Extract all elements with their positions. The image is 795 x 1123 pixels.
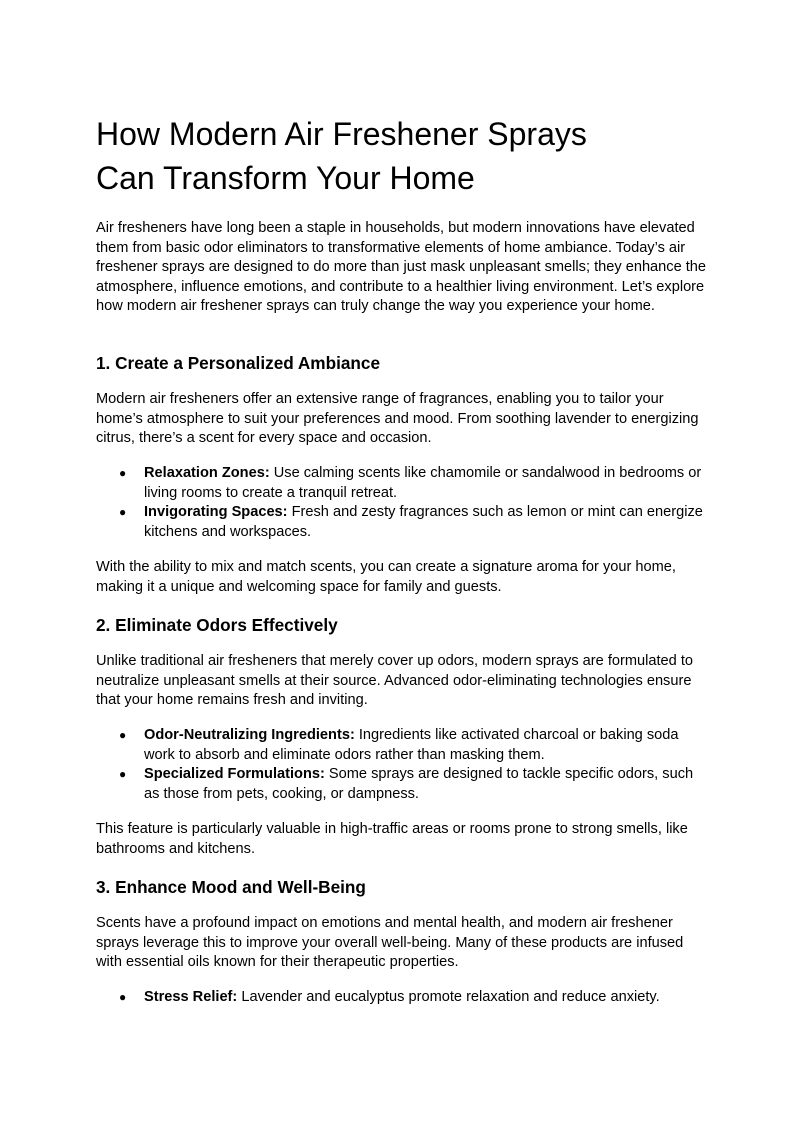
bullet-term: Invigorating Spaces:: [144, 504, 288, 521]
bullet-term: Specialized Formulations:: [144, 766, 325, 783]
section-1-paragraph: Modern air fresheners offer an extensive range of fragrances, enabling you to tailor your home’s atmosphere to suit your preferences and mood. From soothing lavender to energizing citrus, there’s a scent for every space and occasion.: [96, 391, 699, 447]
section-3-paragraph: Scents have a profound impact on emotions and mental health, and modern air freshener sprays leverage this to improve your overall well-being. Many of these products are infused with essential oils known for their therapeutic properties.: [96, 915, 684, 971]
bullet-dot-icon: ●: [119, 728, 127, 742]
section-2-paragraph: Unlike traditional air fresheners that merely cover up odors, modern sprays are formulated to neutralize unpleasant smells at their source. Advanced odor-eliminating technologies ensure that your home remains fresh and inviting.: [96, 653, 693, 709]
list-item: [96, 726, 708, 765]
section-2-closing: This feature is particularly valuable in high-traffic areas or rooms prone to strong smells, like bathrooms and kitchens.: [96, 821, 688, 857]
intro-paragraph: Air fresheners have long been a staple in households, but modern innovations have elevated them from basic odor eliminators to transformative elements of home ambiance. Today’s air freshener sprays are designed to do more than just mask unpleasant smells; they enhance the atmosphere, influence emotions, and contribute to a healthier living environment. Let’s explore how modern air freshener sprays can truly change the way you experience your home.: [96, 220, 707, 315]
bullet-dot-icon: ●: [119, 990, 127, 1004]
list-item: [96, 988, 708, 1008]
bullet-text: Fresh and zesty fragrances such as lemon or mint can energize kitchens and workspaces.: [144, 504, 703, 540]
bullet-term: Stress Relief:: [144, 989, 238, 1005]
title-line-1: How Modern Air Freshener Sprays: [96, 116, 587, 152]
bullet-text: Ingredients like activated charcoal or baking soda work to absorb and eliminate odors rather than masking them.: [144, 727, 679, 763]
bullet-term: Odor-Neutralizing Ingredients:: [144, 727, 355, 743]
list-item: [96, 464, 708, 503]
section-1-bullet-list: [96, 464, 708, 542]
list-item: [96, 765, 708, 804]
bullet-dot-icon: ●: [119, 505, 127, 520]
bullet-text: Some sprays are designed to tackle specific odors, such as those from pets, cooking, or dampness.: [144, 766, 694, 802]
section-3-heading: 3. Enhance Mood and Well-Being: [96, 877, 366, 897]
section-1-closing: With the ability to mix and match scents, you can create a signature aroma for your home, making it a unique and welcoming space for family and guests.: [96, 559, 676, 595]
bullet-dot-icon: ●: [119, 466, 127, 480]
title-line-2: Can Transform Your Home: [96, 160, 475, 196]
list-item: [96, 503, 708, 542]
section-3-bullet-list: [96, 988, 708, 1008]
bullet-term: Relaxation Zones:: [144, 465, 270, 481]
bullet-text: Use calming scents like chamomile or sandalwood in bedrooms or living rooms to create a tranquil retreat.: [144, 465, 702, 501]
section-1-heading: 1. Create a Personalized Ambiance: [96, 353, 381, 373]
bullet-dot-icon: ●: [119, 767, 127, 782]
section-2-heading: 2. Eliminate Odors Effectively: [96, 615, 338, 635]
page-title: [96, 112, 716, 200]
section-2-bullet-list: [96, 726, 708, 804]
bullet-text: Lavender and eucalyptus promote relaxation and reduce anxiety.: [237, 989, 660, 1005]
